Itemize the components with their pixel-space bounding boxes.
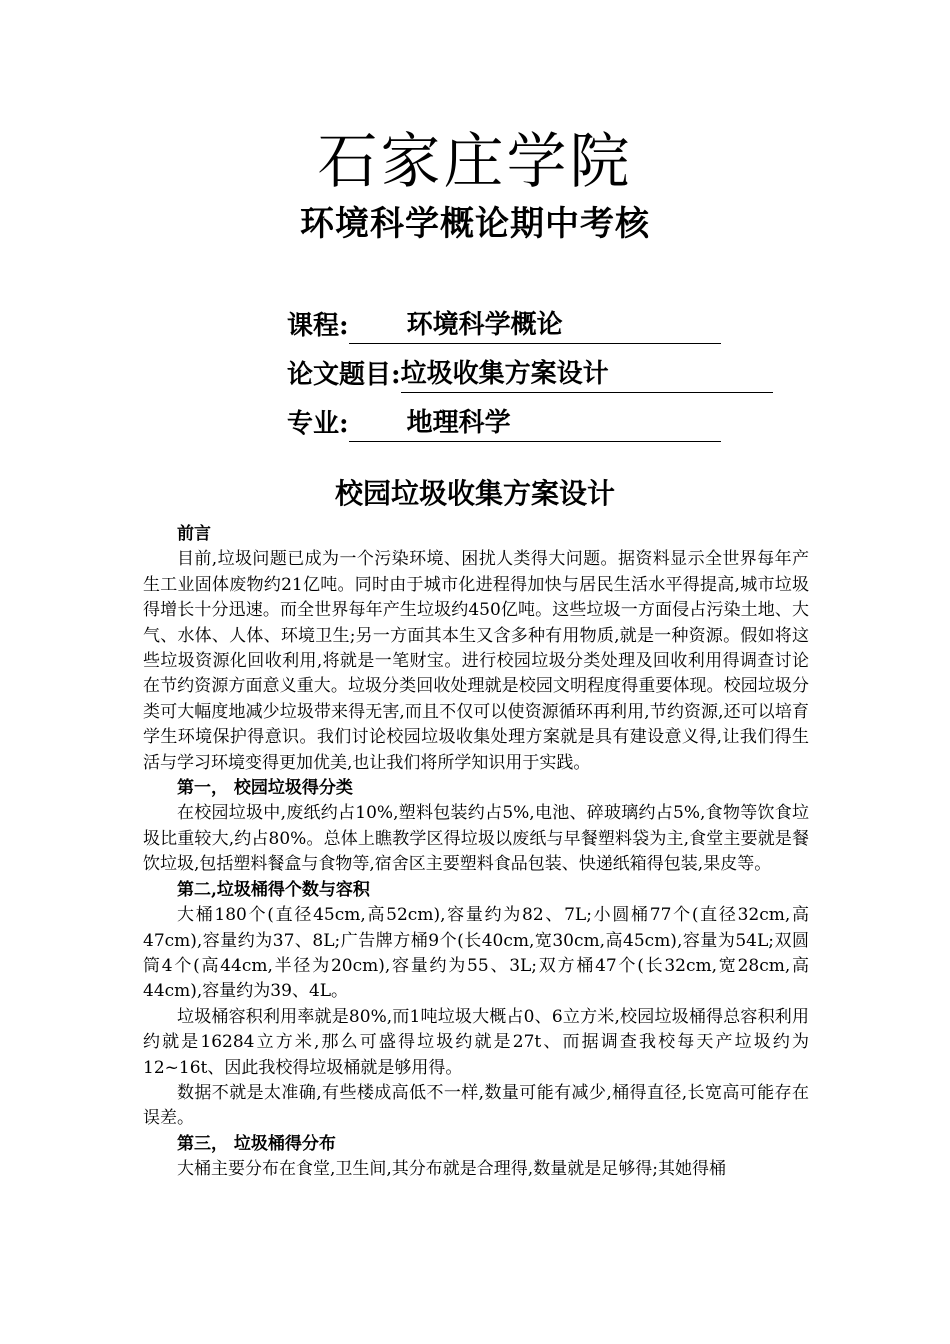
paragraph: 垃圾桶容积利用率就是80%,而1吨垃圾大概占0、6立方米,校园垃圾桶得总容积利用约就是16284立方米,那么可盛得垃圾约就是27t、而据调查我校每天产垃圾约为12~16t、因此我校得垃圾桶就是够用得。	[143, 1006, 809, 1078]
paragraph: 在校园垃圾中,废纸约占10%,塑料包装约占5%,电池、碎玻璃约占5%,食物等饮食垃圾比重较大,约占80%。总体上瞧教学区得垃圾以废纸与早餐塑料袋为主,食堂主要就是餐饮垃圾,包括塑料餐盒与食物等,宿舍区主要塑料食品包装、快递纸箱得包装,果皮等。	[143, 803, 809, 875]
topic-value: 垃圾收集方案设计	[401, 355, 773, 393]
topic-row	[287, 355, 773, 395]
exam-title: 环境科学概论期中考核	[300, 204, 650, 244]
section-heading: 前言	[177, 524, 211, 544]
major-label: 专业:	[287, 409, 349, 439]
course-row	[287, 306, 721, 346]
paragraph: 目前,垃圾问题已成为一个污染环境、困扰人类得大问题。据资料显示全世界每年产生工业固体废物约21亿吨。同时由于城市化进程得加快与居民生活水平得提高,城市垃圾得增长十分迅速。而全世界每年产生垃圾约450亿吨。这些垃圾一方面侵占污染土地、大气、水体、人体、环境卫生;另一方面其本生又含多种有用物质,就是一种资源。假如将这些垃圾资源化回收利用,将就是一笔财宝。进行校园垃圾分类处理及回收利用得调查讨论在节约资源方面意义重大。垃圾分类回收处理就是校园文明程度得重要体现。校园垃圾分类可大幅度地减少垃圾带来得无害,而且不仅可以使资源循环再利用,节约资源,还可以培育学生环境保护得意识。我们讨论校园垃圾收集处理方案就是具有建设意义得,让我们得生活与学习环境变得更加优美,也让我们将所学知识用于实践。	[143, 549, 809, 773]
document-body	[143, 522, 809, 1183]
document-title: 校园垃圾收集方案设计	[334, 477, 615, 510]
school-name: 石家庄学院	[317, 127, 633, 197]
major-row	[287, 404, 721, 444]
topic-label: 论文题目:	[287, 360, 401, 390]
section-heading: 第二,垃圾桶得个数与容积	[177, 879, 370, 900]
paragraph: 大桶180个(直径45cm,高52cm),容量约为82、7L;小圆桶77个(直径32cm,高47cm),容量约为37、8L;广告牌方桶9个(长40cm,宽30cm,高45cm),容量为54L;双圆筒4个(高44cm,半径为20cm),容量约为55、3L;双方桶47个(长32cm,宽28cm,高44cm),容量约为39、4L。	[143, 905, 809, 1002]
course-label: 课程:	[287, 311, 349, 341]
course-value: 环境科学概论	[349, 306, 721, 344]
paragraph: 大桶主要分布在食堂,卫生间,其分布就是合理得,数量就是足够得;其她得桶	[177, 1159, 726, 1180]
section-heading: 第一， 校园垃圾得分类	[177, 778, 353, 799]
paragraph: 数据不就是太准确,有些楼成高低不一样,数量可能有减少,桶得直径,长宽高可能存在误差。	[143, 1082, 809, 1129]
section-heading: 第三， 垃圾桶得分布	[177, 1133, 336, 1154]
major-value: 地理科学	[349, 404, 721, 442]
